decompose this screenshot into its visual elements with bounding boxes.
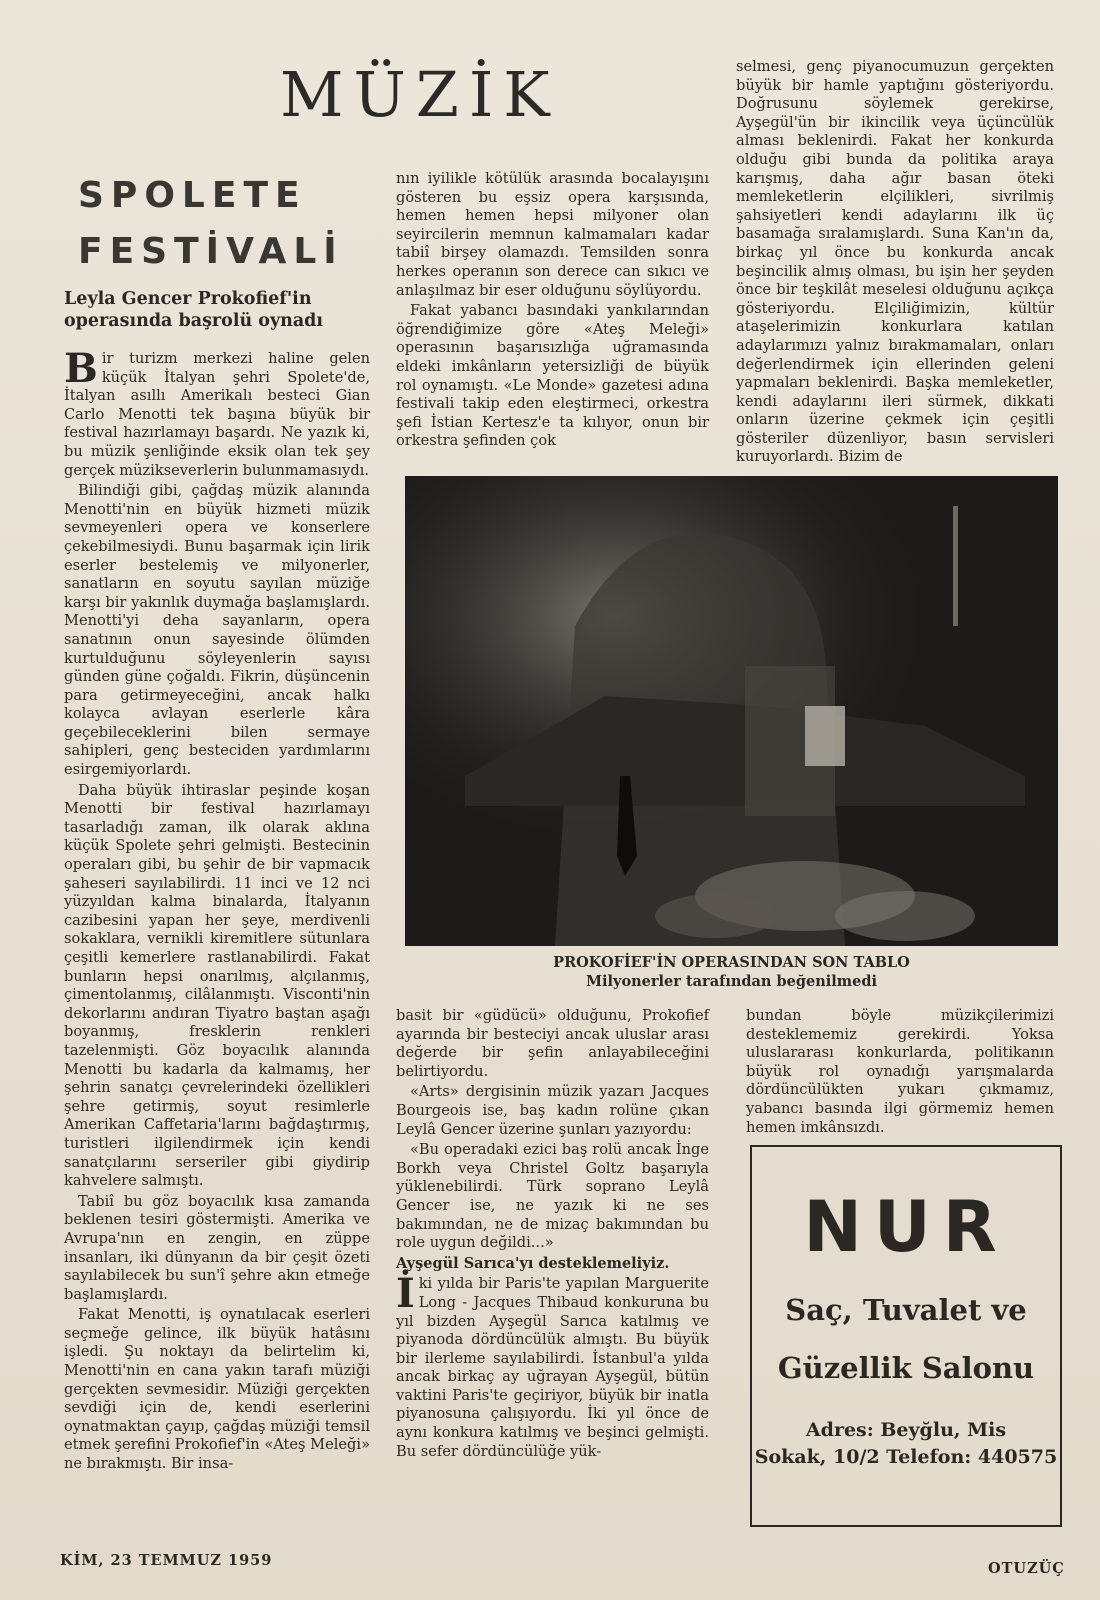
ad-address-line-1: Adres: Beyğlu, Mis — [805, 1419, 1007, 1441]
paragraph: Tabiî bu göz boyacılık kısa zamanda beklenen tesiri göstermişti. Amerika ve Avrupa'nın en zengin, en züppe insanları, iki dünyanın da bir çeşit özeti sayılabilecek bu sun'î şehre akın etmeğe başlamışlardı. — [64, 1192, 370, 1303]
paragraph — [64, 345, 370, 480]
article-subhead: Leyla Gencer Prokofief'in operasında başrolü oynadı — [64, 289, 324, 331]
paragraph: selmesi, genç piyanocumuzun gerçekten büyük bir hamle yaptığını gösteriyordu. Doğrusunu söylemek gerekirse, Ayşegül'ün bir ikincilik veya üçüncülük alması beklenirdi. Fakat her konkurda olduğu gibi bunda da politika araya karışmış, daha ağır basan öteki memleketlerin elçilikleri, sivrilmiş şahsiyetleri kendi adaylarını ilk üç basamağa sıralamışlardı. Suna Kan'ın da, birkaç yıl önce bu konkurda ancak beşincilik almış olması, bu işin her şeyden önce bir teşkilât meselesi olduğunu açıkça gösteriyordu. Elçiliğimizin, kültür ataşelerimizin konkurlara katılan adaylarımızı yalnız bırakmamaları, onları değerlendirmek için ellerinden geleni yapmaları beklenirdi. Başka memleketler, kendi adaylarını ileri sürmek, dikkati onların üzerine çekmek için çeşitli gösteriler düzenliyor, basın servisleri kuruyorlardı. Bizim de — [736, 58, 1054, 466]
photo-illustration — [405, 476, 1058, 946]
paragraph: Bilindiği gibi, çağdaş müzik alanında Menotti'nin en büyük hizmeti müzik sevmeyenleri opera ve konserlere çekebilmesiydi. Bunu başarmak için lirik eserler bestelemiş ve milyonerler, sanatların en soyutu sayılan müziğe karşı bir yakınlık duymağa başlamışlardı. Menotti'yi deha sayanların, opera sanatının onun sayesinde ölümden kurtulduğunu söyleyenlerin sayısı günden güne çoğaldı. Fikrin, düşüncenin para getirmeyeceğini, ancak halkı kolayca avlayan eserlerle kâra geçebileceklerini bilen sermaye sahipleri, genç besteciden yardımlarını esirgemiyorlardı. — [64, 482, 370, 779]
article-column-3-bottom — [746, 1007, 1054, 1139]
ad-tagline-line-1: Saç, Tuvalet ve — [785, 1293, 1027, 1327]
article-column-1 — [64, 345, 370, 1476]
ad-tagline-line-2: Güzellik Salonu — [777, 1351, 1035, 1385]
article-column-2-bottom — [396, 1007, 709, 1463]
paragraph: Daha büyük ihtiraslar peşinde koşan Menotti bir festival hazırlamayı tasarladığı zaman, ilk olarak aklına küçük Spolete şehri gelmişti. Bestecinin operaları gibi, bu şehir de bir vapmacık şaheseri sayılabilirdi. 11 inci ve 12 nci yüzyıldan kalma binalarda, İtalyanın cazibesini yapan her şeye, merdivenli sokaklara, vernikli kiremitlere sütunlara çeşitli kemerlere rastlanabilirdi. Fakat bunların hepsi onarılmış, alçılanmış, çimentolanmış, cilâlanmıştı. Visconti'nin dekorlarını andıran Tiyatro baştan aşağı boyanmış, fresklerin renkleri tazelenmişti. Göz boyacılık alanında Menotti bu kadarla da kalmamış, her şehrin sanatçı çevrelerindeki özellikleri şehre getirmiş, soyut resimlerle Amerikan Caffetaria'larını bağdaştırmış, turistleri ilgilendirmek için kendi sanatçılarını serseriler gibi giydirip kahvelere salmıştı. — [64, 781, 370, 1190]
ad-address-line-2: Sokak, 10/2 Telefon: 440575 — [754, 1446, 1058, 1468]
dropcap: B — [64, 345, 98, 392]
headline-line-1: SPOLETE — [78, 175, 307, 216]
headline-line-2: FESTİVALİ — [78, 231, 344, 272]
paragraph — [396, 1270, 709, 1461]
paragraph-text: ki yılda bir Paris'te yapılan Marguerite Long - Jacques Thibaud konkuruna bu yıl bizden Ayşegül Sarıca katılmış ve piyanoda dördüncülük almıştı. Bu büyük bir ilerleme sayılabilirdi. İstanbul'a yılda ancak birkaç ay uğrayan Ayşegül, bütün vaktini Paris'te geçiriyor, büyük bir inatla piyanosuna çalışıyordu. İki yıl önce de aynı konkura katılmış ve beşinci gelmişti. Bu sefer dördüncülüğe yük- — [396, 1275, 709, 1460]
paragraph: Fakat yabancı basındaki yankılarından öğrendiğimize göre «Ateş Meleği» operasının başarısızlığa uğramasında eldeki imkânların yetersizliği de büyük rol oynamıştı. «Le Monde» gazetesi adına festivali takip eden eleştirmeci, orkestra şefi İstian Kertesz'e ta kılıyor, onun bir orkestra şefinden çok — [396, 302, 709, 450]
section-title: MÜZİK — [280, 58, 560, 131]
ad-address — [752, 1417, 1060, 1471]
ad-business-name: NUR — [803, 1186, 1009, 1268]
photo-caption-subtitle: Milyonerler tarafından beğenilmedi — [585, 973, 878, 990]
dropcap: İ — [396, 1270, 415, 1318]
paragraph: «Bu operadaki ezici baş rolü ancak İnge Borkh veya Christel Goltz başarıyla yüklenebilirdi. Türk soprano Leylâ Gencer ise, ne yazık ki ne ses bakımından, ne de mizaç bakımından bu role uygun değildi...» — [396, 1141, 709, 1252]
photo-caption — [405, 953, 1058, 991]
subsection-heading: Ayşegül Sarıca'yı desteklemeliyiz. — [396, 1254, 670, 1272]
footer-page-number: OTUZÜÇ — [988, 1560, 1065, 1577]
paragraph: basit bir «güdücü» olduğunu, Prokofief ayarında bir besteciyi ancak uluslar arası değerde bir şefin anlayabileceğini belirtiyordu. — [396, 1007, 709, 1080]
footer-issue-date: KİM, 23 TEMMUZ 1959 — [60, 1552, 273, 1569]
advertisement-box — [750, 1145, 1062, 1527]
paragraph: bundan böyle müzikçilerimizi desteklememiz gerekirdi. Yoksa uluslararası konkurlarda, politikanın büyük rol oynadığı yarışmalarda dördüncülükten yukarı çıkmamız, yabancı basında ilgi görmemiz hemen hemen imkânsızdı. — [746, 1007, 1054, 1136]
article-column-3-top — [736, 58, 1054, 469]
article-headline — [78, 168, 344, 280]
ad-tagline — [752, 1281, 1060, 1397]
photo-caption-title: PROKOFİEF'İN OPERASINDAN SON TABLO — [553, 954, 910, 971]
opera-scene-photo — [405, 476, 1058, 946]
paragraph: «Arts» dergisinin müzik yazarı Jacques Bourgeois ise, baş kadın rolüne çıkan Leylâ Gencer üzerine şunları yazıyordu: — [396, 1083, 709, 1138]
paragraph: Fakat Menotti, iş oynatılacak eserleri seçmeğe gelince, ilk büyük hatâsını işledi. Şu noktayı da belirtelim ki, Menotti'nin en cana yakın tarafı müziği gerçekten sevmesidir. Müziği gerçekten sevdiği için de, kendi eserlerini oynatmaktan çayıp, çağdaş müziği temsil etmek şerefini Prokofief'in «Ateş Meleği» ne bırakmıştı. Bir insa- — [64, 1306, 370, 1473]
paragraph-text: ir turizm merkezi haline gelen küçük İtalyan şehri Spolete'de, İtalyan asıllı Amerikalı besteci Gian Carlo Menotti tek başına büyük bir festival hazırlamayı başardı. Ne yazık ki, bu müzik şenliğinde eksik olan tek şey gerçek müzikseverlerin bulunmamasıydı. — [64, 350, 370, 479]
paragraph: nın iyilikle kötülük arasında bocalayışını gösteren bu eşsiz opera karşısında, hemen hemen hepsi milyoner olan seyircilerin memnun kalmamaları kadar tabiî birşey olamazdı. Temsilden sonra herkes operanın son derece can sıkıcı ve anlaşılmaz bir eser olduğunu söylüyordu. — [396, 170, 709, 299]
article-column-2-top — [396, 170, 709, 453]
